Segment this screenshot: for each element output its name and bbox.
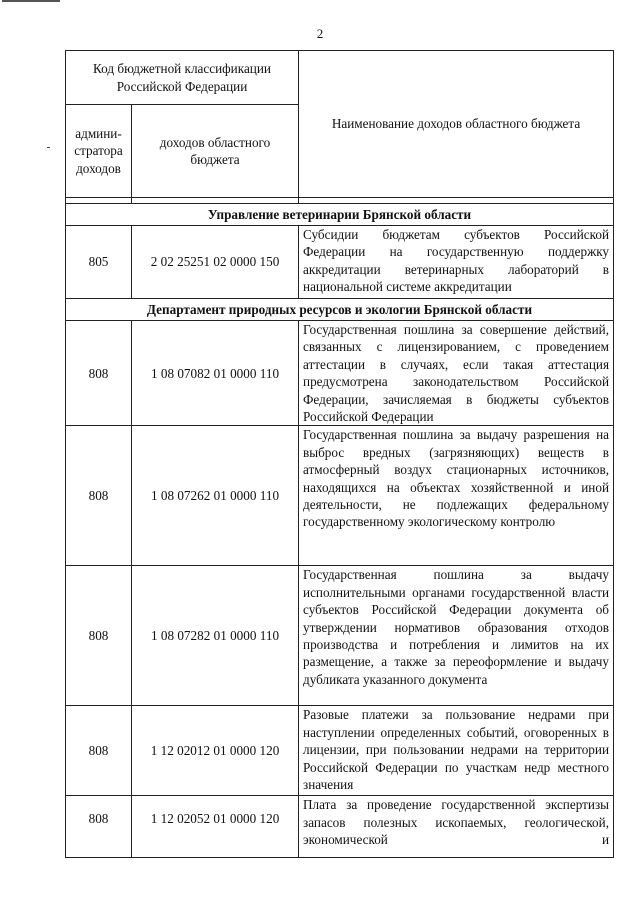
admin-code-cell: 808 [66, 321, 132, 426]
income-header: доходов областного бюджета [132, 105, 299, 198]
income-name-cell: Государственная пошлина за совершение действий, связанных с лицензированием, с проведением аттестации в случаях, если такая аттестация предусмотрена законодательством Российской Федерации, зачисляемая в бюджеты субъектов Российской Федерации [299, 321, 614, 426]
admin-code-cell: 808 [66, 566, 132, 706]
admin-code-cell: 808 [66, 706, 132, 796]
budget-code-header: Код бюджетной классификации Российской Федерации [66, 51, 299, 105]
table-row [66, 226, 614, 299]
scan-corner-mark [2, 0, 60, 2]
section-row [66, 204, 614, 226]
page-number: 2 [316, 26, 324, 41]
income-name-cell: Государственная пошлина за выдачу исполнительными органами государственной власти субъектов Российской Федерации документа об утверждении нормативов образования отходов производства и потребления и лимитов на их размещение, а также за переоформление и выдачу дубликата указанного документа [299, 566, 614, 706]
budget-code-cell: 1 12 02012 01 0000 120 [132, 706, 299, 796]
admin-code-cell: 808 [66, 426, 132, 566]
budget-codes-table [65, 50, 614, 858]
income-name-cell: Плата за проведение государственной экспертизы запасов полезных ископаемых, геологической, экономической и [299, 796, 614, 858]
margin-dot [47, 147, 50, 148]
admin-code-cell: 808 [66, 796, 132, 858]
table-row [66, 426, 614, 566]
table-row [66, 321, 614, 426]
income-name-cell: Государственная пошлина за выдачу разрешения на выброс вредных (загрязняющих) веществ в атмосферный воздух стационарных источников, находящихся на объектах хозяйственной и иной деятельности, не подлежащих федеральному государственному экологическому контролю [299, 426, 614, 566]
budget-code-cell: 1 12 02052 01 0000 120 [132, 796, 299, 858]
budget-code-cell: 1 08 07282 01 0000 110 [132, 566, 299, 706]
income-name-cell: Субсидии бюджетам субъектов Российской Федерации на государственную поддержку аккредитации ветеринарных лабораторий в национальной системе аккредитации [299, 226, 614, 299]
table-header-row-top [66, 51, 614, 105]
budget-code-cell: 1 08 07082 01 0000 110 [132, 321, 299, 426]
section-title: Управление ветеринарии Брянской области [66, 204, 614, 226]
budget-code-cell: 1 08 07262 01 0000 110 [132, 426, 299, 566]
table-row [66, 566, 614, 706]
admin-code-cell: 805 [66, 226, 132, 299]
name-header: Наименование доходов областного бюджета [299, 51, 614, 198]
table-row [66, 796, 614, 858]
budget-code-cell: 2 02 25251 02 0000 150 [132, 226, 299, 299]
section-title: Департамент природных ресурсов и экологии Брянской области [66, 299, 614, 321]
table-row [66, 706, 614, 796]
admin-header: админи-стратора доходов [66, 105, 132, 198]
income-name-cell: Разовые платежи за пользование недрами при наступлении определенных событий, оговоренных в лицензии, при пользовании недрами на территории Российской Федерации по участкам недр местного значения [299, 706, 614, 796]
section-row [66, 299, 614, 321]
